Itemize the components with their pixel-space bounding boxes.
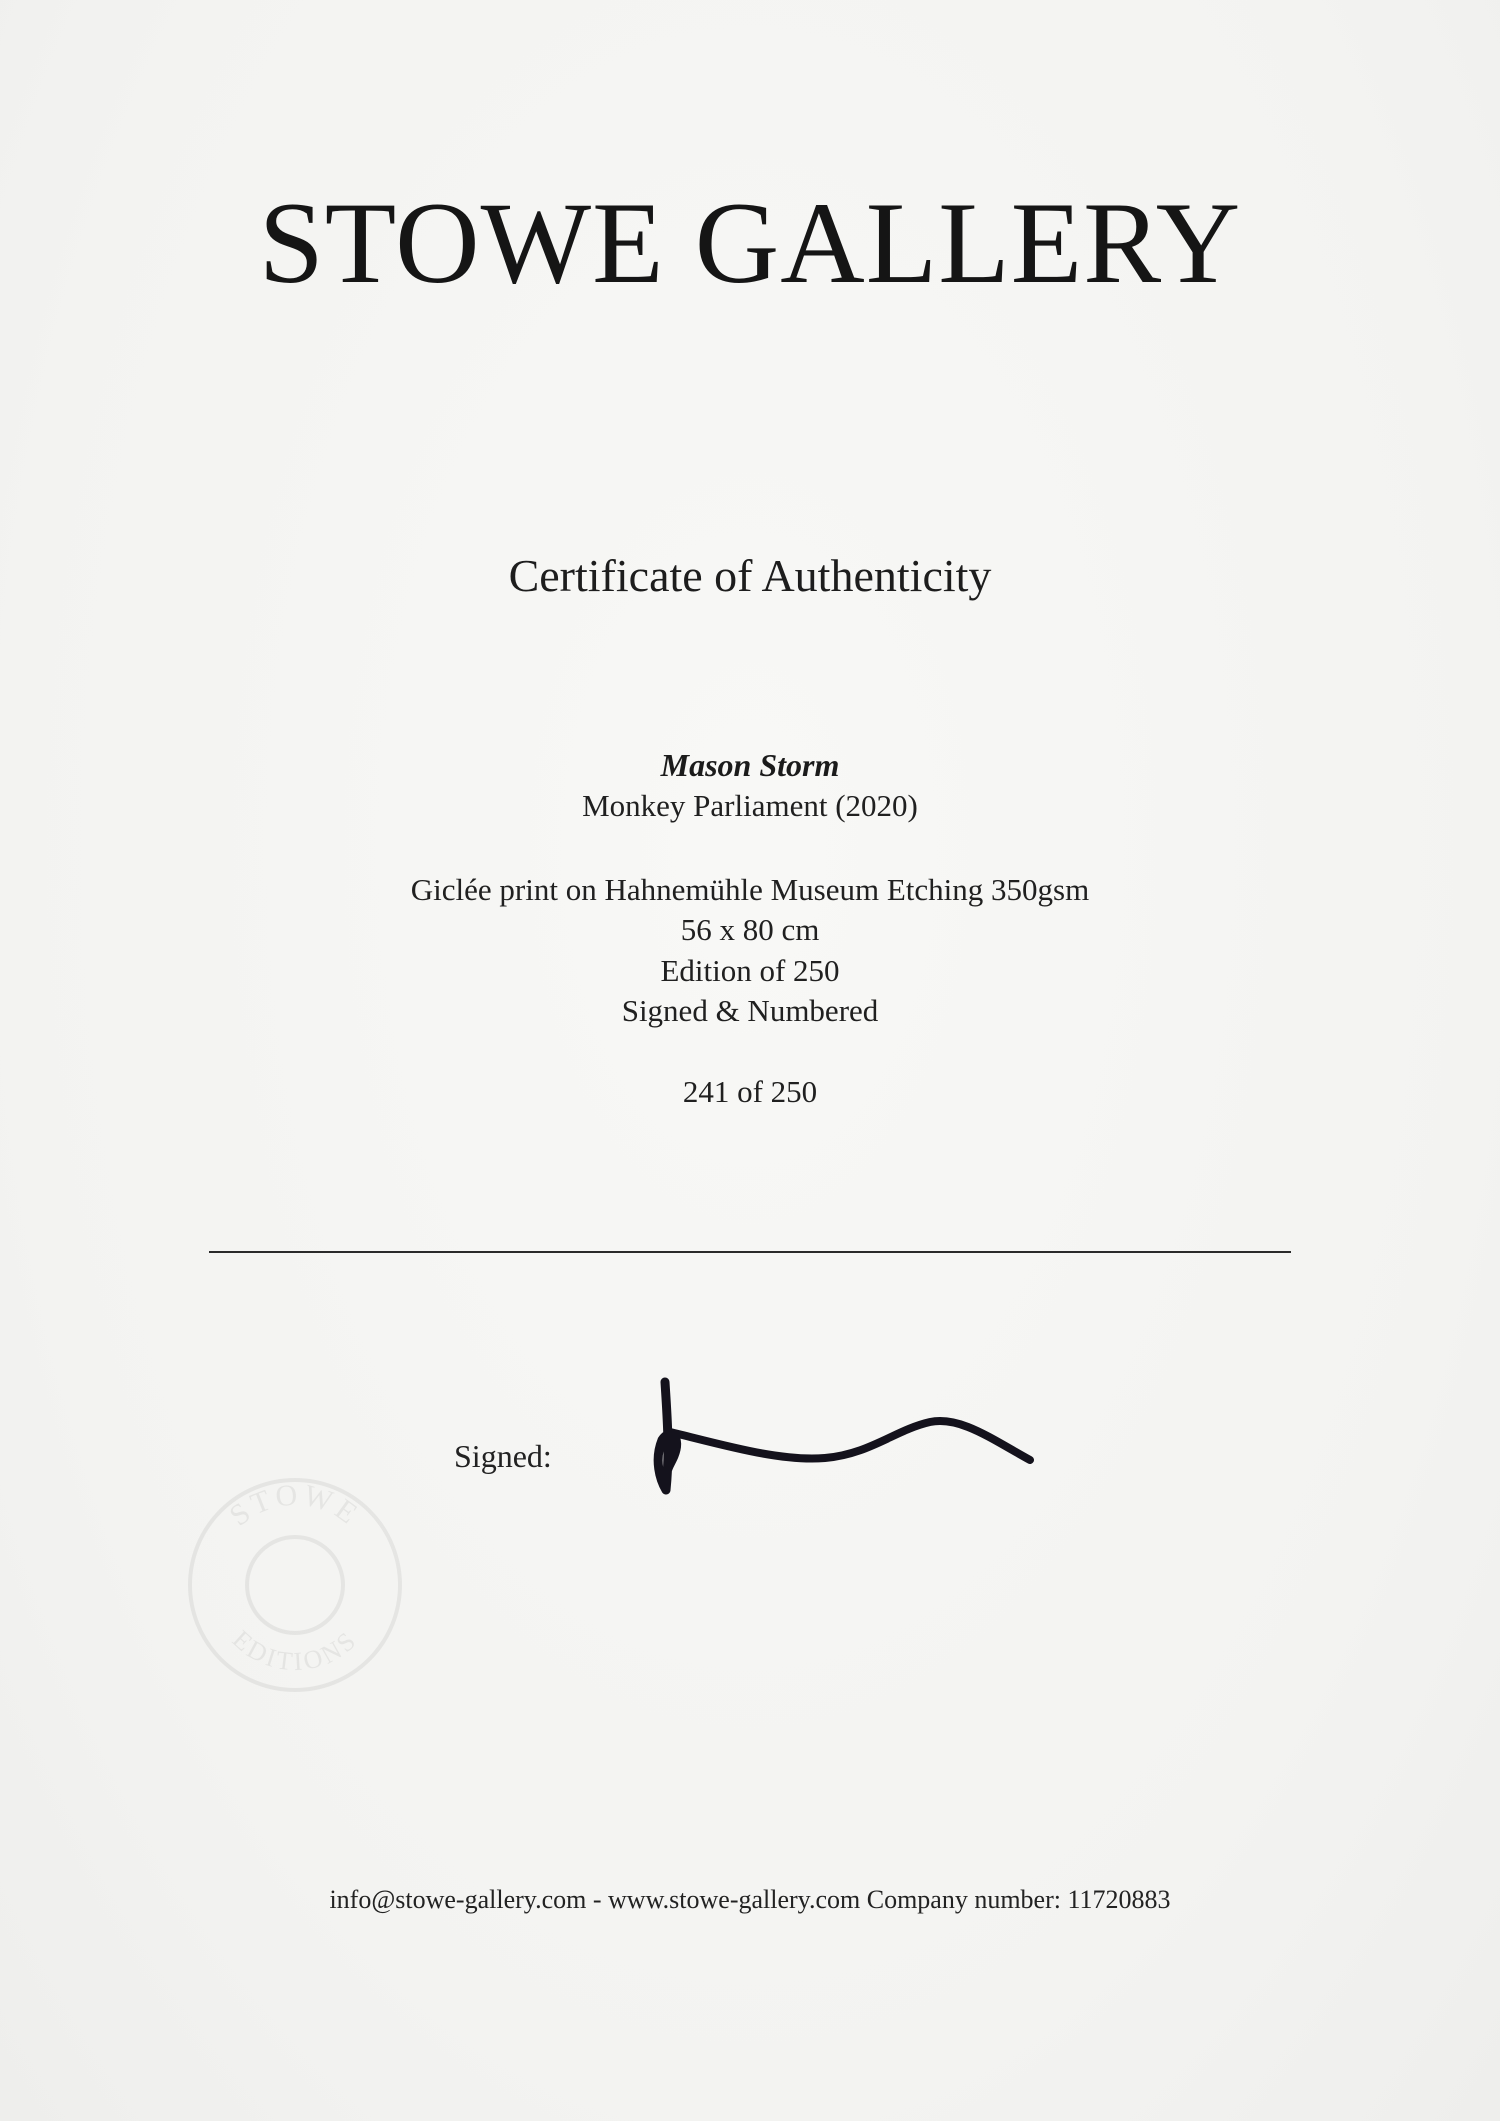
certificate-title: Certificate of Authenticity: [508, 550, 992, 601]
seal-text-bottom: EDITIONS: [226, 1624, 364, 1677]
artist-name: Mason Storm: [660, 747, 840, 783]
signing-line: Signed & Numbered: [621, 993, 879, 1028]
svg-text:STOWE: [223, 1478, 366, 1532]
gallery-name: STOWE GALLERY: [258, 179, 1242, 308]
handwritten-signature: [630, 1370, 1050, 1510]
artwork-title: Monkey Parliament (2020): [582, 788, 918, 823]
signed-label: Signed:: [454, 1438, 552, 1474]
embossed-seal: [180, 1470, 410, 1700]
seal-text-top: STOWE: [223, 1478, 367, 1533]
divider-line: [209, 1251, 1291, 1253]
dimensions-line: 56 x 80 cm: [680, 912, 820, 947]
footer-contact: info@stowe-gallery.com - www.stowe-gallery.com Company number: 11720883: [329, 1885, 1171, 1914]
edition-number: 241 of 250: [682, 1074, 818, 1109]
edition-line: Edition of 250: [660, 953, 840, 988]
medium-line: Giclée print on Hahnemühle Museum Etching 350gsm: [410, 872, 1090, 907]
